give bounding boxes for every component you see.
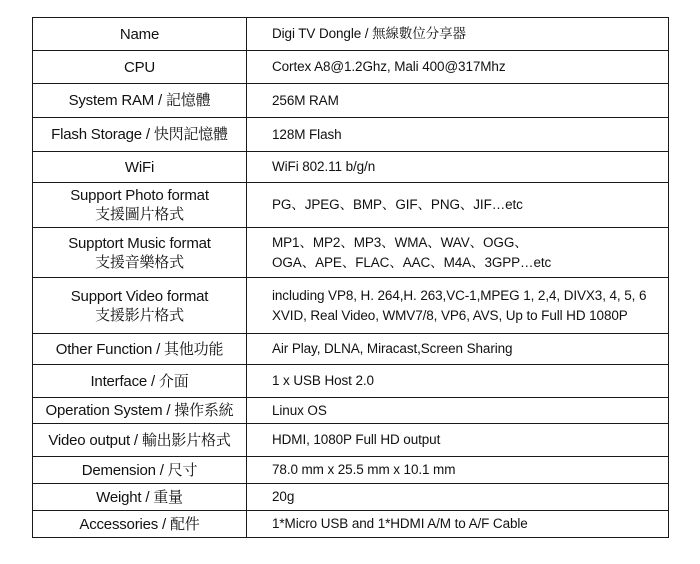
spec-value-photo-format: PG、JPEG、BMP、GIF、PNG、JIF…etc (247, 183, 669, 228)
spec-value-weight: 20g (247, 484, 669, 511)
spec-label-name: Name (33, 18, 247, 51)
table-row (33, 84, 669, 118)
spec-label-dimension: Demension / 尺寸 (33, 457, 247, 484)
spec-label-video-output: Video output / 輸出影片格式 (33, 424, 247, 457)
label-line-zh: 支援圖片格式 (95, 206, 184, 223)
spec-label-other-function: Other Function / 其他功能 (33, 334, 247, 365)
table-row (33, 398, 669, 424)
spec-label-weight: Weight / 重量 (33, 484, 247, 511)
spec-table (32, 17, 669, 538)
table-row (33, 152, 669, 183)
spec-value-flash: 128M Flash (247, 118, 669, 152)
spec-value-accessories: 1*Micro USB and 1*HDMI A/M to A/F Cable (247, 511, 669, 538)
spec-label-wifi: WiFi (33, 152, 247, 183)
value-line: XVID, Real Video, WMV7/8, VP6, AVS, Up to Full HD 1080P (272, 307, 628, 323)
table-row (33, 484, 669, 511)
spec-value-os: Linux OS (247, 398, 669, 424)
spec-value-other-function: Air Play, DLNA, Miracast,Screen Sharing (247, 334, 669, 365)
label-line-zh: 支援影片格式 (95, 306, 184, 324)
table-row (33, 228, 669, 278)
table-row (33, 278, 669, 334)
spec-label-cpu: CPU (33, 51, 247, 84)
table-row (33, 365, 669, 398)
spec-value-dimension: 78.0 mm x 25.5 mm x 10.1 mm (247, 457, 669, 484)
spec-label-flash: Flash Storage / 快閃記憶體 (33, 118, 247, 152)
value-line: MP1、MP2、MP3、WMA、WAV、OGG、 (272, 234, 528, 250)
spec-value-interface: 1 x USB Host 2.0 (247, 365, 669, 398)
spec-value-wifi: WiFi 802.11 b/g/n (247, 152, 669, 183)
value-line: including VP8, H. 264,H. 263,VC-1,MPEG 1, 2,4, DIVX3, 4, 5, 6 (272, 287, 647, 303)
spec-value-ram: 256M RAM (247, 84, 669, 118)
label-line-en: Supptort Music format (68, 234, 211, 252)
spec-label-os: Operation System / 操作系統 (33, 398, 247, 424)
spec-value-video-output: HDMI, 1080P Full HD output (247, 424, 669, 457)
label-line-en: Support Photo format (70, 187, 209, 204)
table-row (33, 334, 669, 365)
table-row (33, 183, 669, 228)
table-row (33, 424, 669, 457)
table-row (33, 18, 669, 51)
spec-label-interface: Interface / 介面 (33, 365, 247, 398)
table-row (33, 457, 669, 484)
spec-value-music-format (247, 228, 669, 278)
spec-label-photo-format (33, 183, 247, 228)
spec-value-video-format (247, 278, 669, 334)
value-line: OGA、APE、FLAC、AAC、M4A、3GPP…etc (272, 254, 552, 270)
spec-value-name: Digi TV Dongle / 無線數位分享器 (247, 18, 669, 51)
table-row (33, 118, 669, 152)
label-line-en: Support Video format (70, 287, 209, 305)
spec-label-music-format (33, 228, 247, 278)
spec-label-video-format (33, 278, 247, 334)
spec-value-cpu: Cortex A8@1.2Ghz, Mali 400@317Mhz (247, 51, 669, 84)
table-row (33, 511, 669, 538)
label-line-zh: 支援音樂格式 (95, 253, 184, 271)
table-row (33, 51, 669, 84)
spec-label-ram: System RAM / 記憶體 (33, 84, 247, 118)
spec-label-accessories: Accessories / 配件 (33, 511, 247, 538)
